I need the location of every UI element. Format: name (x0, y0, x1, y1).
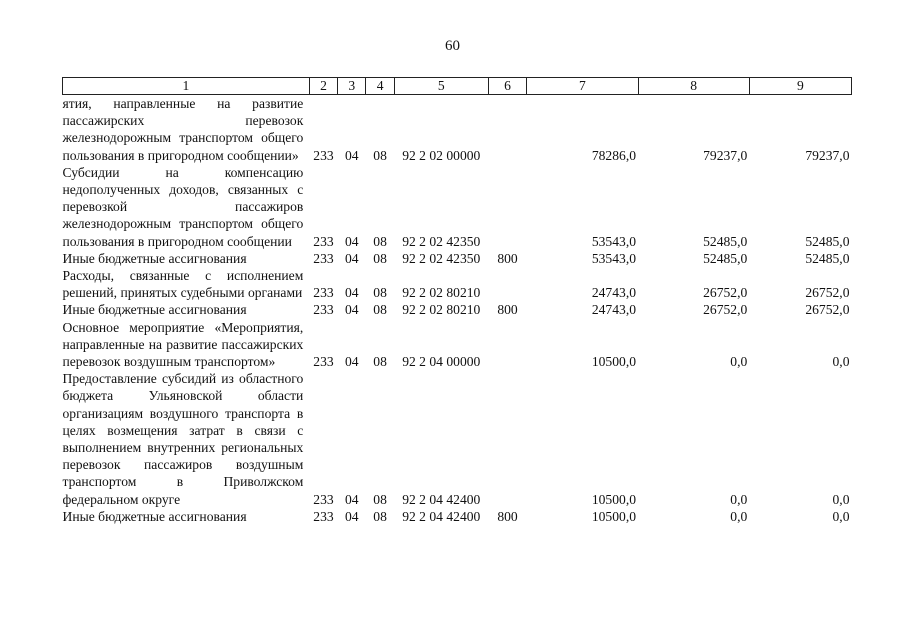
table-body (63, 95, 852, 526)
row-target-article: 92 2 02 42350 (402, 233, 481, 249)
row-subsection-code: 08 (373, 250, 387, 266)
row-section-code: 04 (344, 354, 359, 370)
row-admin-code: 233 (313, 147, 334, 163)
row-amount-col7: 24743,0 (591, 285, 637, 301)
row-section-code: 04 (344, 285, 359, 301)
row-admin-code: 233 (313, 354, 334, 370)
row-section-code: 04 (344, 508, 359, 524)
row-name: Иные бюджетные ассигнования (62, 302, 247, 318)
row-amount-col9: 52485,0 (805, 233, 850, 249)
row-amount-col8: 0,0 (730, 354, 748, 370)
row-expense-type (488, 164, 526, 250)
row-amount-col9: 0,0 (832, 508, 850, 524)
row-section-code: 04 (344, 302, 359, 318)
row-amount-col8: 0,0 (730, 508, 748, 524)
table-row (63, 164, 852, 250)
table-header (63, 78, 852, 95)
row-amount-col9: 26752,0 (805, 285, 850, 301)
header-col-8: 8 (638, 78, 749, 95)
table-row (63, 267, 852, 301)
header-col-6: 6 (488, 78, 526, 95)
row-amount-col7: 10500,0 (591, 491, 637, 507)
row-target-article: 92 2 04 42400 (402, 491, 481, 507)
row-amount-col8: 52485,0 (703, 250, 748, 266)
table-row (63, 508, 852, 525)
table-row (63, 319, 852, 371)
row-subsection-code: 08 (373, 491, 387, 507)
row-target-article: 92 2 02 80210 (402, 302, 481, 318)
row-target-article: 92 2 04 42400 (402, 508, 481, 524)
row-amount-col8: 26752,0 (703, 302, 748, 318)
row-admin-code: 233 (313, 508, 334, 524)
row-amount-col7: 78286,0 (591, 147, 637, 163)
row-subsection-code: 08 (373, 508, 387, 524)
row-target-article: 92 2 04 00000 (402, 354, 481, 370)
page-number: 60 (445, 38, 460, 54)
row-target-article: 92 2 02 00000 (402, 147, 481, 163)
row-amount-col9: 52485,0 (805, 250, 850, 266)
header-col-4: 4 (366, 78, 394, 95)
row-amount-col9: 0,0 (832, 491, 850, 507)
row-amount-col8: 0,0 (730, 491, 748, 507)
row-amount-col8: 79237,0 (703, 147, 748, 163)
row-admin-code: 233 (313, 491, 334, 507)
row-amount-col9: 26752,0 (805, 302, 850, 318)
header-col-1: 1 (63, 78, 310, 95)
row-amount-col7: 10500,0 (591, 354, 637, 370)
row-subsection-code: 08 (373, 233, 387, 249)
row-name: Предоставление субсидий из областного бюджета Ульяновской области организациям воздушного транспорта в целях возмещения затрат в связи с выполнением внутренних региональных перевозок пассажиров воздушным транспортом в Приволжском федеральном округе (62, 371, 304, 507)
row-expense-type (488, 95, 526, 164)
row-amount-col9: 0,0 (832, 354, 850, 370)
row-amount-col7: 24743,0 (591, 302, 637, 318)
table-row (63, 301, 852, 318)
table-row (63, 250, 852, 267)
row-amount-col7: 53543,0 (591, 233, 637, 249)
row-amount-col8: 52485,0 (703, 233, 748, 249)
row-amount-col7: 53543,0 (591, 250, 637, 266)
row-admin-code: 233 (313, 233, 334, 249)
table-row (63, 95, 852, 164)
row-name: ятия, направленные на развитие пассажирских перевозок железнодорожным транспортом общего пользования в пригородном сообщении» (62, 96, 304, 163)
row-name: Основное мероприятие «Мероприятия, направленные на развитие пассажирских перевозок воздушным транспортом» (62, 319, 304, 370)
row-expense-type (488, 319, 526, 371)
budget-table (62, 77, 852, 525)
row-expense-type: 800 (497, 250, 518, 266)
header-col-7: 7 (527, 78, 638, 95)
row-name: Расходы, связанные с исполнением решений, принятых судебными органами (62, 268, 304, 301)
row-expense-type: 800 (497, 302, 518, 318)
row-target-article: 92 2 02 80210 (402, 285, 481, 301)
header-col-2: 2 (309, 78, 337, 95)
row-amount-col9: 79237,0 (805, 147, 850, 163)
row-name: Иные бюджетные ассигнования (62, 508, 247, 524)
row-expense-type: 800 (497, 508, 518, 524)
row-name: Иные бюджетные ассигнования (62, 250, 247, 266)
row-section-code: 04 (344, 250, 359, 266)
table-row (63, 370, 852, 508)
row-subsection-code: 08 (373, 147, 387, 163)
row-admin-code: 233 (313, 250, 334, 266)
row-subsection-code: 08 (373, 302, 387, 318)
header-col-5: 5 (394, 78, 488, 95)
header-col-3: 3 (338, 78, 366, 95)
row-target-article: 92 2 02 42350 (402, 250, 481, 266)
row-amount-col7: 10500,0 (591, 508, 637, 524)
row-section-code: 04 (344, 491, 359, 507)
row-expense-type (488, 267, 526, 301)
row-subsection-code: 08 (373, 354, 387, 370)
row-admin-code: 233 (313, 302, 334, 318)
row-section-code: 04 (344, 147, 359, 163)
row-amount-col8: 26752,0 (703, 285, 748, 301)
header-row (63, 78, 852, 95)
row-expense-type (488, 370, 526, 508)
row-name: Субсидии на компенсацию недополученных доходов, связанных с перевозкой пассажиров железнодорожным транспортом общего пользования в пригородном сообщении (62, 164, 304, 249)
header-col-9: 9 (749, 78, 851, 95)
row-subsection-code: 08 (373, 285, 387, 301)
row-admin-code: 233 (313, 285, 334, 301)
row-section-code: 04 (344, 233, 359, 249)
